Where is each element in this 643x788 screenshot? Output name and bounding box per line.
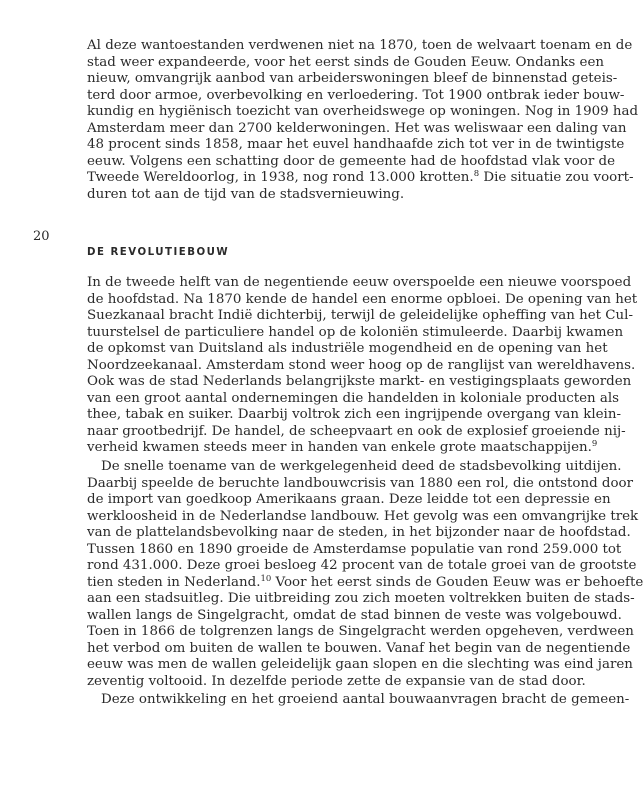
body-line: naar grootbedrijf. De handel, de scheepvaart en ook de explosief groeiende nij- [87, 423, 626, 439]
body-line: Noordzeekanaal. Amsterdam stond weer hoog op de ranglijst van wereldhavens. [87, 357, 636, 373]
body-line: terd door armoe, overbevolking en verloedering. Tot 1900 ontbrak ieder bouw- [87, 87, 625, 103]
body-line: stad weer expandeerde, voor het eerst sinds de Gouden Eeuw. Ondanks een [87, 54, 605, 70]
body-line [87, 573, 643, 592]
body-line: de hoofdstad. Na 1870 kende de handel een enorme opbloei. De opening van het [87, 291, 638, 307]
body-line: nieuw, omvangrijk aanbod van arbeiderswoningen bleef de binnenstad geteis- [87, 71, 618, 86]
body-text: Die situatie zou voort- [479, 170, 634, 185]
body-line: Al deze wantoestanden verdwenen niet na 1870, toen de welvaart toenam en de [87, 38, 633, 53]
footnote-ref[interactable]: 8 [473, 169, 480, 179]
body-line: eeuw was men de wallen geleidelijk gaan slopen en die slechting was eind jaren [87, 657, 633, 672]
body-line: duren tot aan de tijd van de stadsvernieuwing. [87, 186, 405, 202]
body-line: van een groot aantal ondernemingen die handelden in koloniale producten als [87, 390, 620, 406]
body-line: De snelle toename van de werkgelegenheid deed de stadsbevolking uitdijen. [101, 459, 622, 474]
body-line: Ook was de stad Nederlands belangrijkste markt- en vestigingsplaats geworden [87, 374, 632, 389]
body-line: van de plattelandsbevolking naar de steden, in het bijzonder naar de hoofdstad. [87, 525, 631, 540]
body-line: zeventig voltooid. In dezelfde periode zette de expansie van de stad door. [87, 673, 586, 689]
body-line: Daarbij speelde de beruchte landbouwcrisis van 1880 een rol, die ontstond door [87, 475, 634, 491]
body-line: 48 procent sinds 1858, maar het euvel handhaafde zich tot ver in de twintigste [87, 137, 625, 152]
body-line: werkloosheid in de Nederlandse landbouw. Het gevolg was een omvangrijke trek [87, 508, 639, 524]
footnote-ref[interactable]: 10 [260, 573, 272, 584]
body-text: tien steden in Nederland. [87, 574, 261, 590]
body-line [87, 169, 634, 187]
body-line: Suezkanaal bracht Indië dichterbij, terwijl de geleidelijke opheffing van het Cul- [87, 308, 633, 323]
footnote-ref[interactable]: 9 [591, 439, 598, 449]
body-line: wallen langs de Singelgracht, omdat de stad binnen de veste was volgebouwd. [87, 607, 622, 623]
body-line: Tussen 1860 en 1890 groeide de Amsterdamse populatie van rond 259.000 tot [87, 541, 622, 557]
body-line: In de tweede helft van de negentiende eeuw overspoelde een nieuwe voorspoed [87, 275, 632, 290]
body-line: het verbod om buiten de wallen te bouwen. Vanaf het begin van de negentiende [87, 640, 631, 656]
body-line: eeuw. Volgens een schatting door de gemeente had de hoofdstad vlak voor de [87, 153, 616, 169]
body-line: Deze ontwikkeling en het groeiend aantal bouwaanvragen bracht de gemeen- [101, 692, 630, 707]
body-line: aan een stadsuitleg. Die uitbreiding zou zich moeten voltrekken buiten de stads- [87, 591, 635, 606]
body-line [87, 439, 598, 457]
body-text: verheid kwamen steeds meer in handen van enkele grote maatschappijen. [87, 440, 592, 455]
section-heading: DE REVOLUTIEBOUW [87, 247, 230, 258]
body-line: thee, tabak en suiker. Daarbij voltrok zich een ingrijpende overgang van klein- [87, 407, 621, 422]
body-line: de import van goedkoop Amerikaans graan. Deze leidde tot een depressie en [87, 492, 611, 507]
page-number: 20 [33, 229, 50, 244]
body-line: kundig en hygiënisch toezicht van overheidswege op woningen. Nog in 1909 had [87, 104, 639, 119]
body-text: Tweede Wereldoorlog, in 1938, nog rond 13.000 krotten. [87, 170, 474, 185]
body-line: rond 431.000. Deze groei besloeg 42 procent van de totale groei van de grootste [87, 558, 637, 573]
body-text: Voor het eerst sinds de Gouden Eeuw was er behoefte [271, 574, 643, 590]
body-line: Amsterdam meer dan 2700 kelderwoningen. Het was weliswaar een daling van [87, 120, 627, 136]
body-line: de opkomst van Duitsland als industriële mogendheid en de opening van het [87, 341, 608, 356]
body-line: tuurstelsel de particuliere handel op de koloniën stimuleerde. Daarbij kwamen [87, 324, 624, 340]
body-line: Toen in 1866 de tolgrenzen langs de Singelgracht werden opgeheven, verdween [87, 624, 634, 639]
